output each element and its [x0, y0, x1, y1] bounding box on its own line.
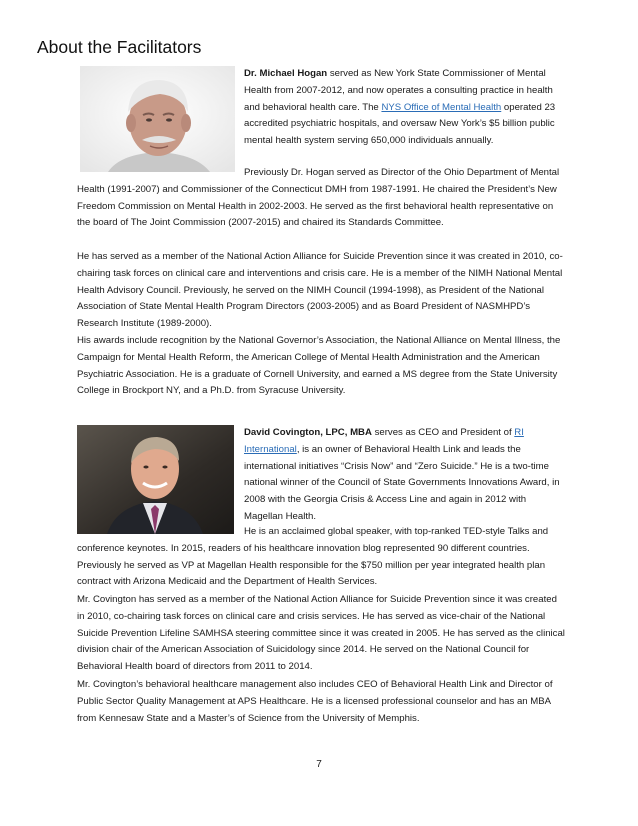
hogan-name: Dr. Michael Hogan [244, 68, 328, 79]
covington-speaker-paragraph: He is an acclaimed global speaker, with top-ranked TED-style Talks and conference keynotes. In 2015, readers of his healthcare innovation blog represented 90 different countries. Previously he served as VP at Magellan Health responsible for the $750 million per year integrated health plan contract with Arizona Medicaid and the Department of Health Services. [77, 526, 549, 588]
hogan-intro-text-b: operated 23 accredited psychiatric hospitals, and oversaw New York’s $5 billion public mental health system serving 650,000 individuals annually. [244, 101, 556, 147]
covington-intro-text-b: , is an owner of Behavioral Health Link and leads the international initiatives “Crisis Now” and “Zero Suicide.” He is a two-time national winner of the Council of State Governments Innovations Award, in 2008 with the Georgia Crisis & Access Line and again in 2012 with Magellan Health. [244, 443, 560, 522]
hogan-intro-text-a: served as New York State Commissioner of Mental Health from 2007-2012, and now operates a consulting practice in health and behavioral health care. The [244, 68, 553, 113]
covington-intro-paragraph [244, 425, 566, 526]
page-number: 7 [316, 759, 322, 770]
hogan-intro-paragraph [244, 66, 566, 150]
covington-portrait-icon [77, 425, 234, 534]
hogan-portrait-icon [80, 66, 235, 172]
covington-alliance-paragraph: Mr. Covington has served as a member of the National Action Alliance for Suicide Prevention since it was created in 2010, co-chairing task forces on clinical care and crisis services. He has served as vice-chair of the National Suicide Prevention Lifeline SAMHSA steering committee since it was created in 2005. He has served as the clinical division chair of the American Association of Suicidology since 2014. He served on the National Council for Behavioral Health board of directors from 2011 to 2014. [77, 594, 565, 673]
covington-name: David Covington, LPC, MBA [244, 427, 372, 438]
page-title: About the Facilitators [37, 37, 202, 57]
hogan-photo [80, 66, 235, 172]
ri-international-link[interactable]: RI International [244, 427, 524, 455]
hogan-awards-paragraph: His awards include recognition by the National Governor’s Association, the National Alliance on Mental Illness, the Campaign for Mental Health Reform, the American College of Mental Health Administration and the American Psychiatric Association. He is a graduate of Cornell University, and earned a MS degree from the State University College in Brockport NY, and a Ph.D. from Syracuse University. [77, 335, 561, 397]
covington-photo [77, 425, 234, 534]
covington-management-paragraph: Mr. Covington’s behavioral healthcare management also includes CEO of Behavioral Health Link and Director of Public Sector Quality Management at APS Healthcare. He is a licensed professional counselor and has an MBA from Kennesaw State and a Master’s of Science from the University of Memphis. [77, 679, 553, 724]
nys-omh-link[interactable]: NYS Office of Mental Health [381, 101, 502, 113]
hogan-alliance-paragraph: He has served as a member of the National Action Alliance for Suicide Prevention since it was created in 2010, co-chairing task forces on clinical care and interventions and crisis care. He is a member of the NIMH National Mental Health Advisory Council. Previously, he served on the NIMH Council (1994-1998), as President of the National Association of State Mental Health Program Directors (2003-2005) and as Board President of NASMHPD’s Research Institute (1989-2000). [77, 251, 563, 330]
covington-intro-text-a: serves as CEO and President of [371, 427, 515, 438]
hogan-career-paragraph: Previously Dr. Hogan served as Director of the Ohio Department of Mental Health (1991-2007) and Commissioner of the Connecticut DMH from 1987-1991. He chaired the President’s New Freedom Commission on Mental Health in 2002-2003. He served as the first behavioral health representative on the board of The Joint Commission (2007-2015) and chaired its Standards Committee. [77, 167, 560, 229]
